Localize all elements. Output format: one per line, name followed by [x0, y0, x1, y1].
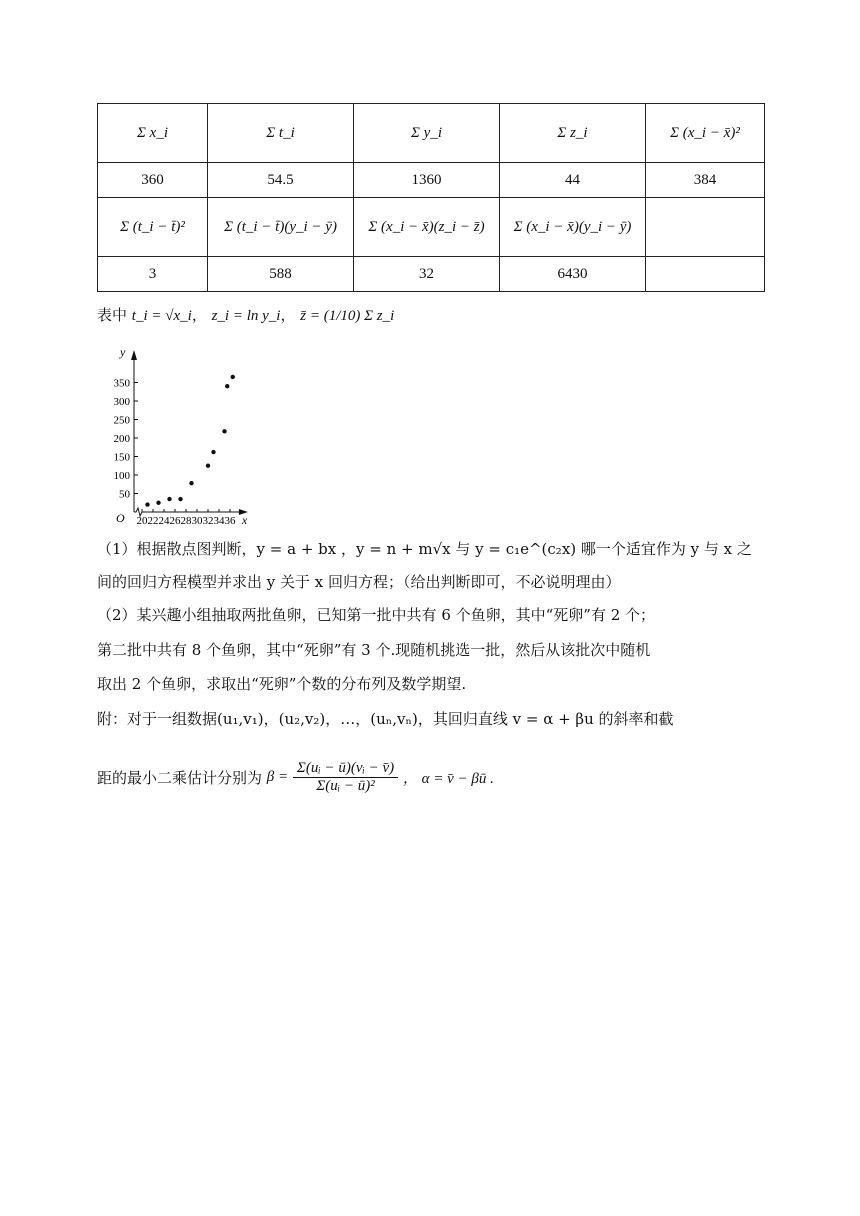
x-tick-label: 32	[202, 515, 214, 527]
appendix-line-2-prefix: 距的最小二乘估计分别为	[97, 769, 263, 787]
data-point	[231, 375, 235, 379]
data-point	[225, 384, 229, 388]
origin-label: O	[116, 511, 125, 525]
header-sum-z: Σ z_i	[500, 104, 646, 163]
x-tick-label: 22	[147, 515, 159, 527]
y-axis-label: y	[120, 345, 126, 359]
note-t-definition: t_i = √x_i	[131, 308, 192, 324]
scatter-plot	[100, 340, 330, 530]
x-tick-label: 28	[180, 515, 192, 527]
alpha-formula: ， α = v̄ − βū .	[402, 771, 494, 787]
beta-fraction	[293, 760, 398, 795]
x-tick-label: 36	[224, 515, 236, 527]
x-tick-label: 30	[191, 515, 203, 527]
data-point	[206, 464, 210, 468]
y-tick-label: 250	[113, 414, 130, 427]
data-point	[145, 502, 149, 506]
question-2-line-3: 取出 2 个鱼卵，求取出“死卵”个数的分布列及数学期望.	[97, 675, 467, 693]
appendix-line-1: 附：对于一组数据(u₁,v₁)，(u₂,v₂)，…，(uₙ,vₙ)，其回归直线 v = α + βu 的斜率和截	[97, 710, 674, 728]
value-sum-x-dev-sq: 384	[646, 163, 765, 198]
note-prefix: 表中	[97, 306, 128, 324]
data-point	[211, 450, 215, 454]
data-point	[156, 501, 160, 505]
note-z-definition: z_i = ln y_i	[211, 308, 281, 324]
question-1-line-2: 间的回归方程模型并求出 y 关于 x 回归方程；（给出判断即可，不必说明理由）	[97, 573, 621, 591]
header-sum-x-dev-sq: Σ (x_i − x̄)²	[646, 104, 765, 163]
value-sum-z: 44	[500, 163, 646, 198]
statistics-table	[97, 103, 765, 292]
value-sum-t: 54.5	[208, 163, 354, 198]
table-header-row-2	[98, 198, 765, 257]
question-1-line-1: （1）根据散点图判断，y = a + bx ，y = n + m√x 与 y = c₁e^(c₂x) 哪一个适宜作为 y 与 x 之	[97, 540, 752, 558]
appendix-formula	[97, 760, 494, 840]
x-axis-label: x	[241, 513, 248, 527]
table-value-row-1	[98, 163, 765, 198]
header-sum-x-y-cov: Σ (x_i − x̄)(y_i − ȳ)	[500, 198, 646, 257]
y-tick-label: 200	[113, 433, 130, 445]
beta-denominator: Σ(uᵢ − ū)²	[316, 778, 375, 794]
header-sum-t-dev-sq: Σ (t_i − t̄)²	[98, 198, 208, 257]
table-value-row-2	[98, 257, 765, 292]
question-2-line-1: （2）某兴趣小组抽取两批鱼卵，已知第一批中共有 6 个鱼卵，其中“死卵”有 2 个；	[97, 606, 656, 624]
data-point	[178, 497, 182, 501]
table-note: 表中 t_i = √x_i， z_i = ln y_i， z̄ = (1/10) Σ z_i	[97, 306, 395, 324]
header-sum-x-z-cov: Σ (x_i − x̄)(z_i − z̄)	[354, 198, 500, 257]
question-2-line-2: 第二批中共有 8 个鱼卵，其中“死卵”有 3 个.现随机挑选一批，然后从该批次中随机	[97, 641, 651, 659]
data-point	[189, 481, 193, 485]
y-tick-label: 100	[113, 470, 130, 482]
data-point	[167, 497, 171, 501]
header-sum-t: Σ t_i	[208, 104, 354, 163]
y-tick-label: 300	[113, 396, 130, 408]
plot-points	[145, 375, 235, 507]
value-empty	[646, 257, 765, 292]
value-sum-x-y-cov: 6430	[500, 257, 646, 292]
table-header-row-1	[98, 104, 765, 163]
y-tick-label: 350	[113, 377, 130, 390]
value-sum-t-dev-sq: 3	[98, 257, 208, 292]
value-sum-x-z-cov: 32	[354, 257, 500, 292]
note-zbar-definition: z̄ = (1/10) Σ z_i	[300, 308, 395, 324]
value-sum-t-y-cov: 588	[208, 257, 354, 292]
header-sum-t-y-cov: Σ (t_i − t̄)(y_i − ȳ)	[208, 198, 354, 257]
header-sum-x: Σ x_i	[98, 104, 208, 163]
header-empty	[646, 198, 765, 257]
data-point	[222, 429, 226, 433]
beta-numerator: Σ(uᵢ − ū)(vᵢ − v̄)	[293, 760, 398, 778]
y-tick-label: 150	[113, 451, 130, 464]
y-tick-label: 50	[119, 488, 130, 501]
y-axis-arrow	[131, 350, 137, 360]
x-tick-label: 26	[169, 515, 181, 527]
value-sum-x: 360	[98, 163, 208, 198]
beta-lhs: β =	[266, 769, 289, 785]
x-tick-label: 20	[136, 515, 148, 527]
plot-ticks	[114, 378, 237, 528]
value-sum-y: 1360	[354, 163, 500, 198]
x-tick-label: 24	[158, 515, 170, 527]
header-sum-y: Σ y_i	[354, 104, 500, 163]
x-tick-label: 34	[213, 515, 225, 527]
